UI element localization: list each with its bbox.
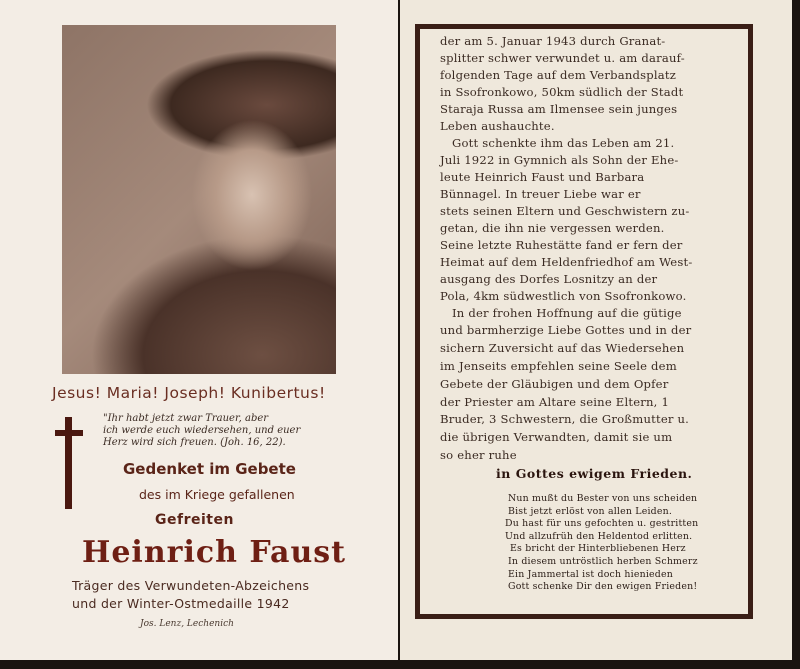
bible-verse-line: ich werde euch wiedersehen, und euer [103,425,301,436]
biography-line: leute Heinrich Faust und Barbara [440,170,645,184]
biography-line: im Jenseits empfehlen seine Seele dem [440,359,677,373]
poem-line: Ein Jammertal ist doch hienieden [508,568,673,580]
bible-verse-line: "Ihr habt jetzt zwar Trauer, aber [103,413,269,424]
biography-line: Staraja Russa am Ilmensee sein junges [440,102,678,116]
biography-line: und barmherzige Liebe Gottes und in der [440,323,692,337]
poem-line: Es bricht der Hinterbliebenen Herz [510,543,686,555]
biography-line: splitter schwer verwundet u. am darauf- [440,51,685,65]
biography-line: der Priester am Altare seine Eltern, 1 [440,395,670,409]
rank-label: Gefreiten [155,512,234,528]
biography-line: Juli 1922 in Gymnich als Sohn der Ehe- [440,153,679,167]
biography-line: so eher ruhe [440,448,517,462]
poem-line: Du hast für uns gefochten u. gestritten [505,518,699,530]
poem-line: Bist jetzt erlöst von allen Leiden. [508,505,673,517]
bible-verse-line: Herz wird sich freuen. (Joh. 16, 22). [103,437,286,448]
biography-line: Pola, 4km südwestlich von Ssofronkowo. [440,289,687,303]
decoration-line: und der Winter-Ostmedaille 1942 [72,596,290,611]
biography-line: In der frohen Hoffnung auf die gütige [452,306,682,320]
biography-line: folgenden Tage auf dem Verbandsplatz [440,68,677,82]
biography-line: Seine letzte Ruhestätte fand er fern der [440,238,683,252]
biography-line: Bruder, 3 Schwestern, die Großmutter u. [440,412,690,426]
portrait-photo [62,25,336,374]
biography-line: Gott schenkte ihm das Leben am 21. [452,136,675,150]
biography-line: die übrigen Verwandten, damit sie um [440,430,673,444]
biography-line: der am 5. Januar 1943 durch Granat- [440,34,666,48]
invocation-line: Jesus! Maria! Joseph! Kunibertus! [52,384,326,402]
biography-line: stets seinen Eltern und Geschwistern zu- [440,204,690,218]
biography-line: in Ssofronkowo, 50km südlich der Stadt [440,85,684,99]
soldier-name: Heinrich Faust [82,535,347,570]
gedenket-heading: Gedenket im Gebete [123,460,296,478]
poem-line: In diesem untröstlich herben Schmerz [508,556,698,567]
biography-line: Heimat auf dem Heldenfriedhof am West- [440,255,693,269]
printer-credit: Jos. Lenz, Lechenich [140,619,234,629]
cross-icon [55,417,83,509]
biography-line: Gebete der Gläubigen und dem Opfer [440,377,669,391]
biography-line: Leben aushauchte. [440,119,555,133]
fallen-subtitle: des im Kriege gefallenen [139,487,295,502]
decoration-line: Träger des Verwundeten-Abzeichens [72,578,310,593]
poem-line: Nun mußt du Bester von uns scheiden [508,493,698,504]
poem-line: Und allzufrüh den Heldentod erlitten. [505,530,693,542]
closing-line: in Gottes ewigem Frieden. [496,466,693,481]
biography-line: ausgang des Dorfes Losnitzy an der [440,272,658,286]
biography-line: Bünnagel. In treuer Liebe war er [440,187,641,201]
left-card [0,0,398,660]
biography-line: getan, die ihn nie vergessen werden. [440,221,665,235]
biography-line: sichern Zuversicht auf das Wiedersehen [440,341,685,355]
poem-line: Gott schenke Dir den ewigen Frieden! [508,581,698,593]
